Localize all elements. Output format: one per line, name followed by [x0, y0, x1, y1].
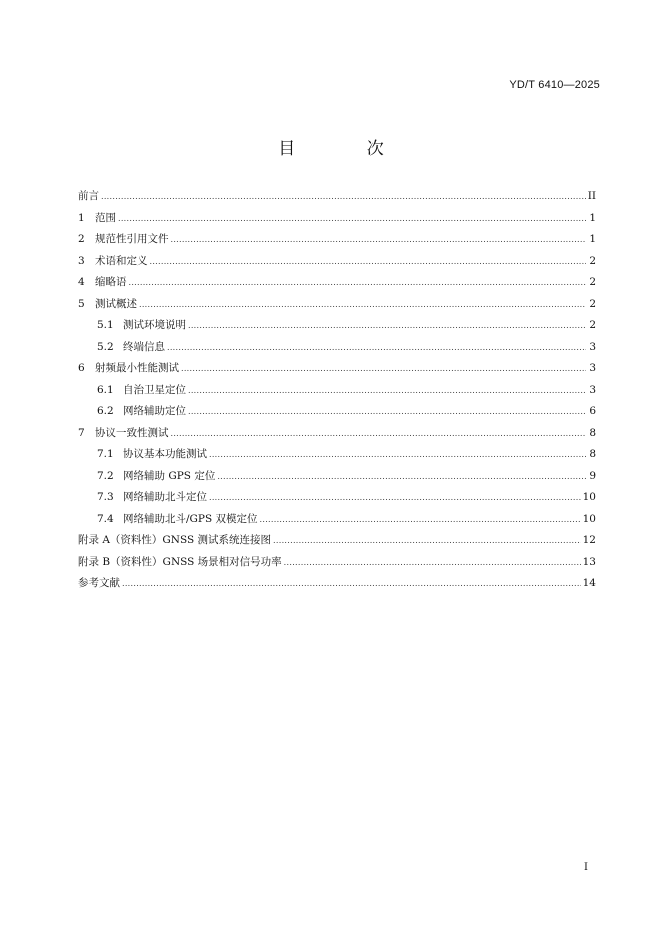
standard-code: YD/T 6410—2025: [509, 79, 600, 91]
toc-entry-number: 7.2: [97, 469, 114, 482]
page-title: 目 次: [278, 139, 417, 159]
dot-leader: [118, 208, 586, 230]
toc-entry-label: 网络辅助 GPS 定位: [123, 469, 216, 482]
dot-leader: [273, 530, 581, 552]
table-of-contents: [78, 186, 596, 595]
dot-leader: [188, 315, 586, 337]
dot-leader: [181, 358, 586, 380]
toc-entry[interactable]: [78, 251, 596, 273]
dot-leader: [260, 509, 581, 531]
toc-entry-number: 6: [78, 362, 85, 374]
toc-entry[interactable]: [78, 466, 596, 488]
toc-entry[interactable]: [78, 573, 596, 595]
toc-entry[interactable]: [78, 337, 596, 359]
toc-entry-page: 2: [589, 276, 596, 288]
dot-leader: [139, 294, 586, 316]
toc-entry-label: 射频最小性能测试: [95, 362, 179, 374]
toc-entry[interactable]: [78, 315, 596, 337]
dot-leader: [122, 573, 581, 595]
toc-entry-page: 8: [589, 426, 596, 439]
toc-entry-label: 规范性引用文件: [95, 233, 169, 245]
toc-entry[interactable]: [78, 530, 596, 552]
toc-entry-page: 9: [589, 469, 596, 482]
toc-entry-page: 6: [589, 405, 596, 417]
toc-entry[interactable]: [78, 186, 596, 208]
toc-entry[interactable]: [78, 423, 596, 445]
toc-entry-label: 协议基本功能测试: [123, 448, 207, 460]
toc-entry-label: 协议一致性测试: [95, 426, 169, 439]
toc-entry-label: 终端信息: [123, 340, 165, 353]
dot-leader: [284, 552, 581, 574]
toc-entry-page: 2: [589, 319, 596, 331]
dot-leader: [209, 487, 581, 509]
toc-entry-page: 3: [589, 383, 596, 396]
toc-entry-page: 14: [582, 577, 596, 589]
toc-entry-page: 12: [582, 534, 596, 546]
page-number: I: [584, 862, 588, 873]
toc-entry-number: 2: [78, 233, 85, 245]
toc-entry[interactable]: [78, 401, 596, 423]
toc-entry-page: 8: [589, 448, 596, 460]
toc-entry-label: 网络辅助北斗定位: [123, 491, 207, 503]
dot-leader: [101, 186, 586, 208]
toc-entry-number: 5.2: [97, 340, 114, 353]
toc-entry[interactable]: [78, 509, 596, 531]
toc-entry-label: 术语和定义: [95, 254, 148, 267]
toc-entry-number: 5: [78, 297, 85, 310]
toc-entry[interactable]: [78, 229, 596, 251]
toc-entry-number: 7.3: [97, 491, 114, 503]
toc-entry-page: 3: [589, 362, 596, 374]
toc-entry[interactable]: [78, 358, 596, 380]
toc-entry-label: 测试环境说明: [123, 319, 186, 331]
toc-entry-label: 附录 B（资料性）GNSS 场景相对信号功率: [78, 555, 282, 568]
toc-entry-page: 3: [589, 340, 596, 353]
toc-entry[interactable]: [78, 380, 596, 402]
toc-entry[interactable]: [78, 487, 596, 509]
toc-entry-page: II: [587, 190, 596, 202]
toc-entry-label: 自治卫星定位: [123, 383, 186, 396]
toc-entry-label: 网络辅助定位: [123, 405, 186, 417]
dot-leader: [171, 423, 587, 445]
toc-entry-page: 10: [582, 512, 596, 525]
toc-entry-number: 6.1: [97, 383, 114, 396]
toc-entry[interactable]: [78, 552, 596, 574]
toc-entry-label: 前言: [78, 190, 99, 202]
dot-leader: [171, 229, 587, 251]
toc-entry-page: 10: [582, 491, 596, 503]
toc-entry[interactable]: [78, 444, 596, 466]
toc-entry-number: 6.2: [97, 405, 114, 417]
toc-entry-label: 网络辅助北斗/GPS 双模定位: [123, 512, 258, 525]
toc-entry[interactable]: [78, 208, 596, 230]
dot-leader: [150, 251, 587, 273]
toc-entry-number: 4: [78, 276, 85, 288]
toc-entry-page: 1: [589, 233, 596, 245]
toc-entry-number: 5.1: [97, 319, 114, 331]
toc-entry-page: 2: [589, 254, 596, 267]
toc-entry-page: 1: [589, 211, 596, 224]
toc-entry-label: 范围: [95, 211, 116, 224]
toc-entry-label: 参考文献: [78, 577, 120, 589]
toc-entry[interactable]: [78, 294, 596, 316]
toc-entry-label: 测试概述: [95, 297, 137, 310]
toc-entry-page: 2: [589, 297, 596, 310]
toc-entry-number: 7.4: [97, 512, 114, 525]
toc-entry-number: 3: [78, 254, 85, 267]
dot-leader: [129, 272, 587, 294]
toc-entry[interactable]: [78, 272, 596, 294]
dot-leader: [188, 401, 586, 423]
dot-leader: [167, 337, 586, 359]
dot-leader: [188, 380, 586, 402]
toc-entry-number: 7: [78, 426, 85, 439]
dot-leader: [217, 466, 586, 488]
toc-entry-label: 缩略语: [95, 276, 127, 288]
toc-entry-label: 附录 A（资料性）GNSS 测试系统连接图: [78, 534, 272, 546]
toc-entry-page: 13: [582, 555, 596, 568]
dot-leader: [209, 444, 586, 466]
toc-entry-number: 7.1: [97, 448, 114, 460]
toc-entry-number: 1: [78, 211, 85, 224]
